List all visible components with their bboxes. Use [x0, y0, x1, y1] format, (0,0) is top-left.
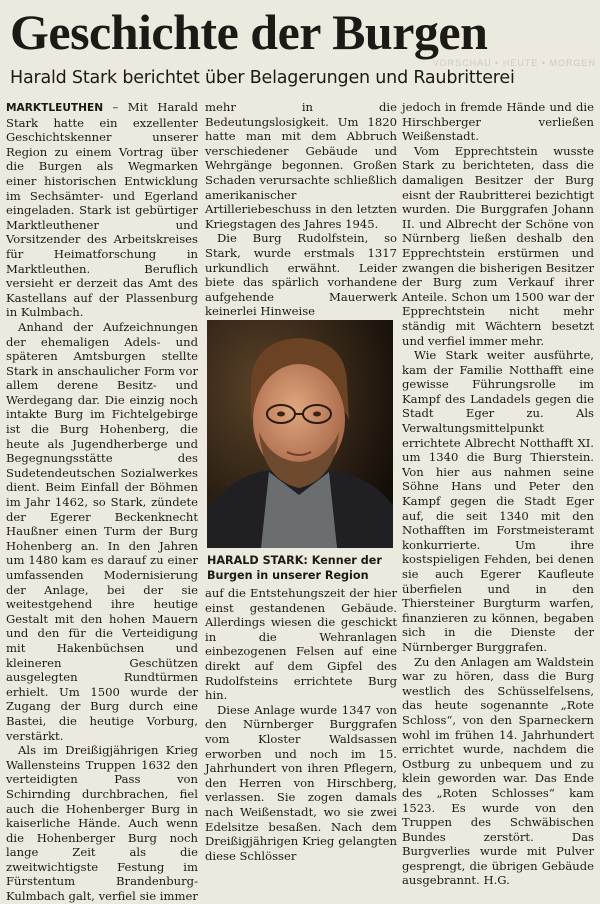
portrait-illustration	[207, 320, 393, 548]
article-column-1	[6, 100, 198, 904]
article-column-2-top	[205, 100, 397, 319]
paragraph: Vom Epprechtstein wusste Stark zu berichteten, dass die damaligen Besitzer der Burg eisnt der Raubritterei bezichtigt wurden. Die Burggrafen Johann II. und Albrecht der Schöne von Nürnberg ließen deshalb den Epprechtstein erstürmen und zwangen die bisherigen Besitzer der Burg zum Verkauf ihrer Anteile. Schon um 1500 war der Epprechtstein nicht mehr ständig mit Wächtern besetzt und verfiel immer mehr.	[402, 143, 594, 348]
paragraph	[402, 655, 594, 889]
dateline: MARKTLEUTHEN	[6, 102, 104, 114]
paragraph-text: Zu den Anlagen am Waldstein war zu hören, dass die Burg westlich des Schüsselfelsens, das heute sogenannte „Rote Schloss“, von den Sparneckern wohl im frühen 14. Jahrhundert errichtet wurde, nachdem die Ostburg zu unbequem und zu klein geworden war. Das Ende des „Roten Schlosses“ kam 1523. Es wurde von den Truppen des Schwäbischen Bundes zerstört. Das Burgverlies wurde mit Pulver gesprengt, die übrigen Gebäude ausgebrannt.	[402, 654, 594, 888]
author-signature: H.G.	[483, 873, 510, 888]
photo-caption: HARALD STARK: Kenner der Burgen in unserer Region	[207, 554, 382, 582]
paragraph: Als im Dreißigjährigen Krieg Wallensteins Truppen 1632 den verteidigten Pass von Schirnding durchbrachen, fiel auch die Hohenberger Burg in kaiserliche Hände. Auch wenn die Hohenberger Burg noch lange Zeit als die zweitwichtigste Festung im Fürstentum Brandenburg-Kulmbach galt, verfiel sie immer	[6, 743, 198, 904]
headline: Geschichte der Burgen	[10, 4, 488, 60]
paragraph: auf die Entstehungszeit der hier einst gestandenen Gebäude. Allerdings wiesen die geschickt in die Wehranlagen einbezogenen Felsen auf eine direkt auf dem Gipfel des Rudolfsteins errichtete Burg hin.	[205, 586, 397, 703]
paragraph: Diese Anlage wurde 1347 von den Nürnberger Burggrafen vom Kloster Waldsassen erworben und noch im 15. Jahrhundert von ihren Pflegern, den Herren von Hirschberg, verlassen. Sie zogen damals nach Weißenstadt, wo sie zwei Edelsitze besaßen. Nach dem Dreißigjährigen Krieg gelangten diese Schlösser	[205, 702, 397, 863]
paragraph	[6, 100, 198, 320]
paragraph: jedoch in fremde Hände und die Hirschberger verließen Weißenstadt.	[402, 100, 594, 144]
portrait-photo	[207, 320, 393, 548]
article-column-3	[402, 100, 594, 888]
ghost-header-text: VORSCHAU • HEUTE • MORGEN	[432, 58, 596, 68]
paragraph: Die Burg Rudolfstein, so Stark, wurde erstmals 1317 urkundlich erwähnt. Leider biete das spärlich vorhandene aufgehende Mauerwerk keinerlei Hinweise	[205, 231, 397, 319]
article-column-2-bottom	[205, 586, 397, 863]
paragraph: Wie Stark weiter ausführte, kam der Familie Notthafft eine gewisse Führungsrolle im Kampf des Landadels gegen die Stadt Eger zu. Als Verwaltungsmittelpunkt errichtete Albrecht Notthafft XI. um 1340 die Burg Thierstein. Von hier aus nahmen seine Söhne Hans und Peter den Kampf gegen die Stadt Eger auf, die seit 1340 mit den Nothafften im Forstmeisteramt konkurrierte. Um ihre kostspieligen Fehden, bei denen sie auch Egerer Kaufleute überfielen und in den Thiersteiner Burgturm warfen, finanzieren zu können, begaben sich in die Dienste der Nürnberger Burggrafen.	[402, 348, 594, 654]
subheadline: Harald Stark berichtet über Belagerungen und Raubritterei	[10, 68, 515, 88]
paragraph-text: – Mit Harald Stark hatte ein exzellenter Geschichtskenner unserer Region zu einem Vortrag über die Burgen als Wegmarken einer historischen Entwicklung im Sechsämter- und Egerland eingeladen. Stark ist gebürtiger Marktleuthener und Vorsitzender des Arbeitskreises für Heimatforschung in Marktleuthen. Beruflich versieht er derzeit das Amt des Kastellans auf der Plassenburg in Kulmbach.	[6, 100, 199, 320]
paragraph: Anhand der Aufzeichnungen der ehemaligen Adels- und späteren Amtsburgen stellte Stark in anschaulicher Form vor allem derene Besitz- und Werdegang dar. Die einzig noch intakte Burg im Fichtelgebirge ist die Burg Hohenberg, die heute als Jugendherberge und Begegnungsstätte des Sudetendeutschen Sozialwerkes dient. Beim Einfall der Böhmen im Jahr 1462, so Stark, zündete der Egerer Beckenknecht Haußner einen Turm der Burg Hohenberg an. In den Jahren um 1480 kam es darauf zu einer umfassenden Modernisierung der Anlage, bei der sie weitestgehend ihre heutige Gestalt mit den hohen Mauern und den für die Verteidigung mit Hakenbüchsen und kleineren Geschützen ausgelegten Rundtürmen erhielt. Um 1500 wurde der Zugang der Burg durch eine Bastei, die heutige Vorburg, verstärkt.	[6, 319, 198, 743]
paragraph: mehr in die Bedeutungslosigkeit. Um 1820 hatte man mit dem Abbruch verschiedener Gebäude und Wehrgänge begonnen. Großen Schaden verursachte schließlich amerikanischer Artilleriebeschuss in den letzten Kriegstagen des Jahres 1945.	[205, 100, 397, 231]
